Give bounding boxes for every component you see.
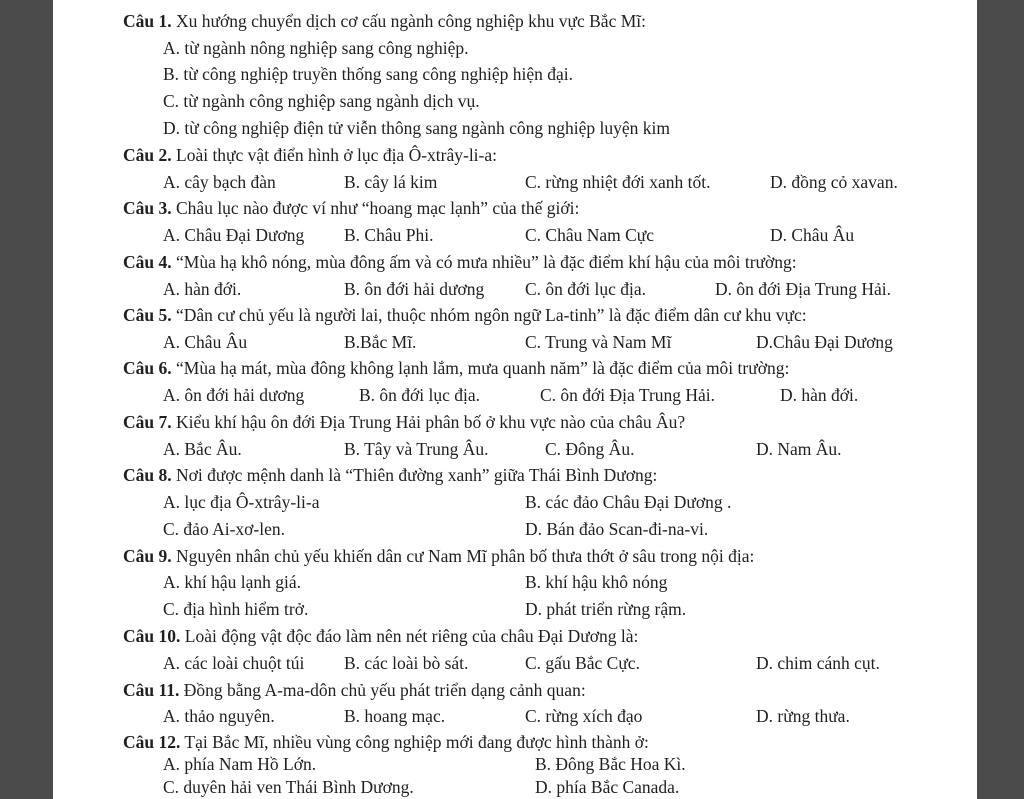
answer-2c: C. rừng nhiệt đới xanh tốt. <box>525 172 711 192</box>
answer-8c: C. đảo Ai-xơ-len. <box>163 519 286 539</box>
answer-8b: B. các đảo Châu Đại Dương . <box>525 492 732 512</box>
answer-9a: A. khí hậu lạnh giá. <box>163 572 302 592</box>
answer-12d: D. phía Bắc Canada. <box>535 777 680 797</box>
answer-5a: A. Châu Âu <box>163 332 248 352</box>
answer-3c: C. Châu Nam Cực <box>525 225 655 245</box>
answer-3d: D. Châu Âu <box>770 225 855 245</box>
answer-2b: B. cây lá kim <box>344 172 438 192</box>
answer-3b: B. Châu Phi. <box>344 225 434 245</box>
answer-12c: C. duyên hải ven Thái Bình Dương. <box>163 777 414 797</box>
answer-6a: A. ôn đới hải dương <box>163 385 305 405</box>
answer-12a: A. phía Nam Hồ Lớn. <box>163 754 317 774</box>
answer-11c: C. rừng xích đạo <box>525 706 643 726</box>
answer-1b: B. từ công nghiệp truyền thống sang công nghiệp hiện đại. <box>163 64 573 84</box>
question-2: Câu 2. Loài thực vật điển hình ở lục địa Ô-xtrây-li-a: <box>123 145 497 165</box>
answer-7b: B. Tây và Trung Âu. <box>344 439 489 459</box>
answer-11a: A. thảo nguyên. <box>163 706 275 726</box>
document-page <box>53 0 977 799</box>
viewer-left-margin <box>0 0 53 799</box>
answer-1d: D. từ công nghiệp điện tử viễn thông sang ngành công nghiệp luyện kim <box>163 118 670 138</box>
answer-6b: B. ôn đới lục địa. <box>359 385 481 405</box>
question-11: Câu 11. Đồng bằng A-ma-dôn chủ yếu phát triển dạng cảnh quan: <box>123 680 586 700</box>
answer-11b: B. hoang mạc. <box>344 706 446 726</box>
answer-2a: A. cây bạch đàn <box>163 172 276 192</box>
question-3: Câu 3. Châu lục nào được ví như “hoang mạc lạnh” của thế giới: <box>123 198 580 218</box>
answer-5c: C. Trung và Nam Mĩ <box>525 332 672 352</box>
question-9: Câu 9. Nguyên nhân chủ yếu khiến dân cư Nam Mĩ phân bố thưa thớt ở sâu trong nội địa: <box>123 546 755 566</box>
question-12: Câu 12. Tại Bắc Mĩ, nhiều vùng công nghiệp mới đang được hình thành ở: <box>123 732 649 752</box>
question-7: Câu 7. Kiểu khí hậu ôn đới Địa Trung Hải phân bố ở khu vực nào của châu Âu? <box>123 412 686 432</box>
question-4: Câu 4. “Mùa hạ khô nóng, mùa đông ấm và có mưa nhiều” là đặc điểm khí hậu của môi trường: <box>123 252 797 272</box>
answer-10a: A. các loài chuột túi <box>163 653 305 673</box>
question-1: Câu 1. Xu hướng chuyển dịch cơ cấu ngành công nghiệp khu vực Bắc Mĩ: <box>123 11 647 31</box>
answer-2d: D. đồng cỏ xavan. <box>770 172 898 192</box>
answer-10c: C. gấu Bắc Cực. <box>525 653 640 673</box>
answer-11d: D. rừng thưa. <box>756 706 850 726</box>
answer-1a: A. từ ngành nông nghiệp sang công nghiệp. <box>163 38 469 58</box>
answer-9c: C. địa hình hiểm trở. <box>163 599 309 619</box>
answer-6d: D. hàn đới. <box>780 385 859 405</box>
viewer-right-margin <box>977 0 1024 799</box>
question-10: Câu 10. Loài động vật độc đáo làm nên nét riêng của châu Đại Dương là: <box>123 626 639 646</box>
answer-4a: A. hàn đới. <box>163 279 242 299</box>
answer-3a: A. Châu Đại Dương <box>163 225 305 245</box>
answer-10d: D. chim cánh cụt. <box>756 653 880 673</box>
question-6: Câu 6. “Mùa hạ mát, mùa đông không lạnh lắm, mưa quanh năm” là đặc điểm của môi trường: <box>123 358 790 378</box>
answer-5d: D.Châu Đại Dương <box>756 332 893 352</box>
answer-5b: B.Bắc Mĩ. <box>344 332 417 352</box>
answer-8a: A. lục địa Ô-xtrây-li-a <box>163 492 320 512</box>
answer-1c: C. từ ngành công nghiệp sang ngành dịch vụ. <box>163 91 480 111</box>
answer-7c: C. Đông Âu. <box>545 439 635 459</box>
answer-9d: D. phát triển rừng rậm. <box>525 599 687 619</box>
answer-6c: C. ôn đới Địa Trung Hải. <box>540 385 716 405</box>
question-8: Câu 8. Nơi được mệnh danh là “Thiên đường xanh” giữa Thái Bình Dương: <box>123 465 658 485</box>
answer-4d: D. ôn đới Địa Trung Hải. <box>715 279 891 299</box>
answer-7a: A. Bắc Âu. <box>163 439 242 459</box>
answer-9b: B. khí hậu khô nóng <box>525 572 668 592</box>
answer-4c: C. ôn đới lục địa. <box>525 279 647 299</box>
answer-7d: D. Nam Âu. <box>756 439 842 459</box>
question-5: Câu 5. “Dân cư chủ yếu là người lai, thuộc nhóm ngôn ngữ La-tinh” là đặc điểm dân cư khu vực: <box>123 305 807 325</box>
answer-12b: B. Đông Bắc Hoa Kì. <box>535 754 686 774</box>
answer-8d: D. Bán đảo Scan-đi-na-vi. <box>525 519 709 539</box>
answer-4b: B. ôn đới hải dương <box>344 279 485 299</box>
answer-10b: B. các loài bò sát. <box>344 653 469 673</box>
